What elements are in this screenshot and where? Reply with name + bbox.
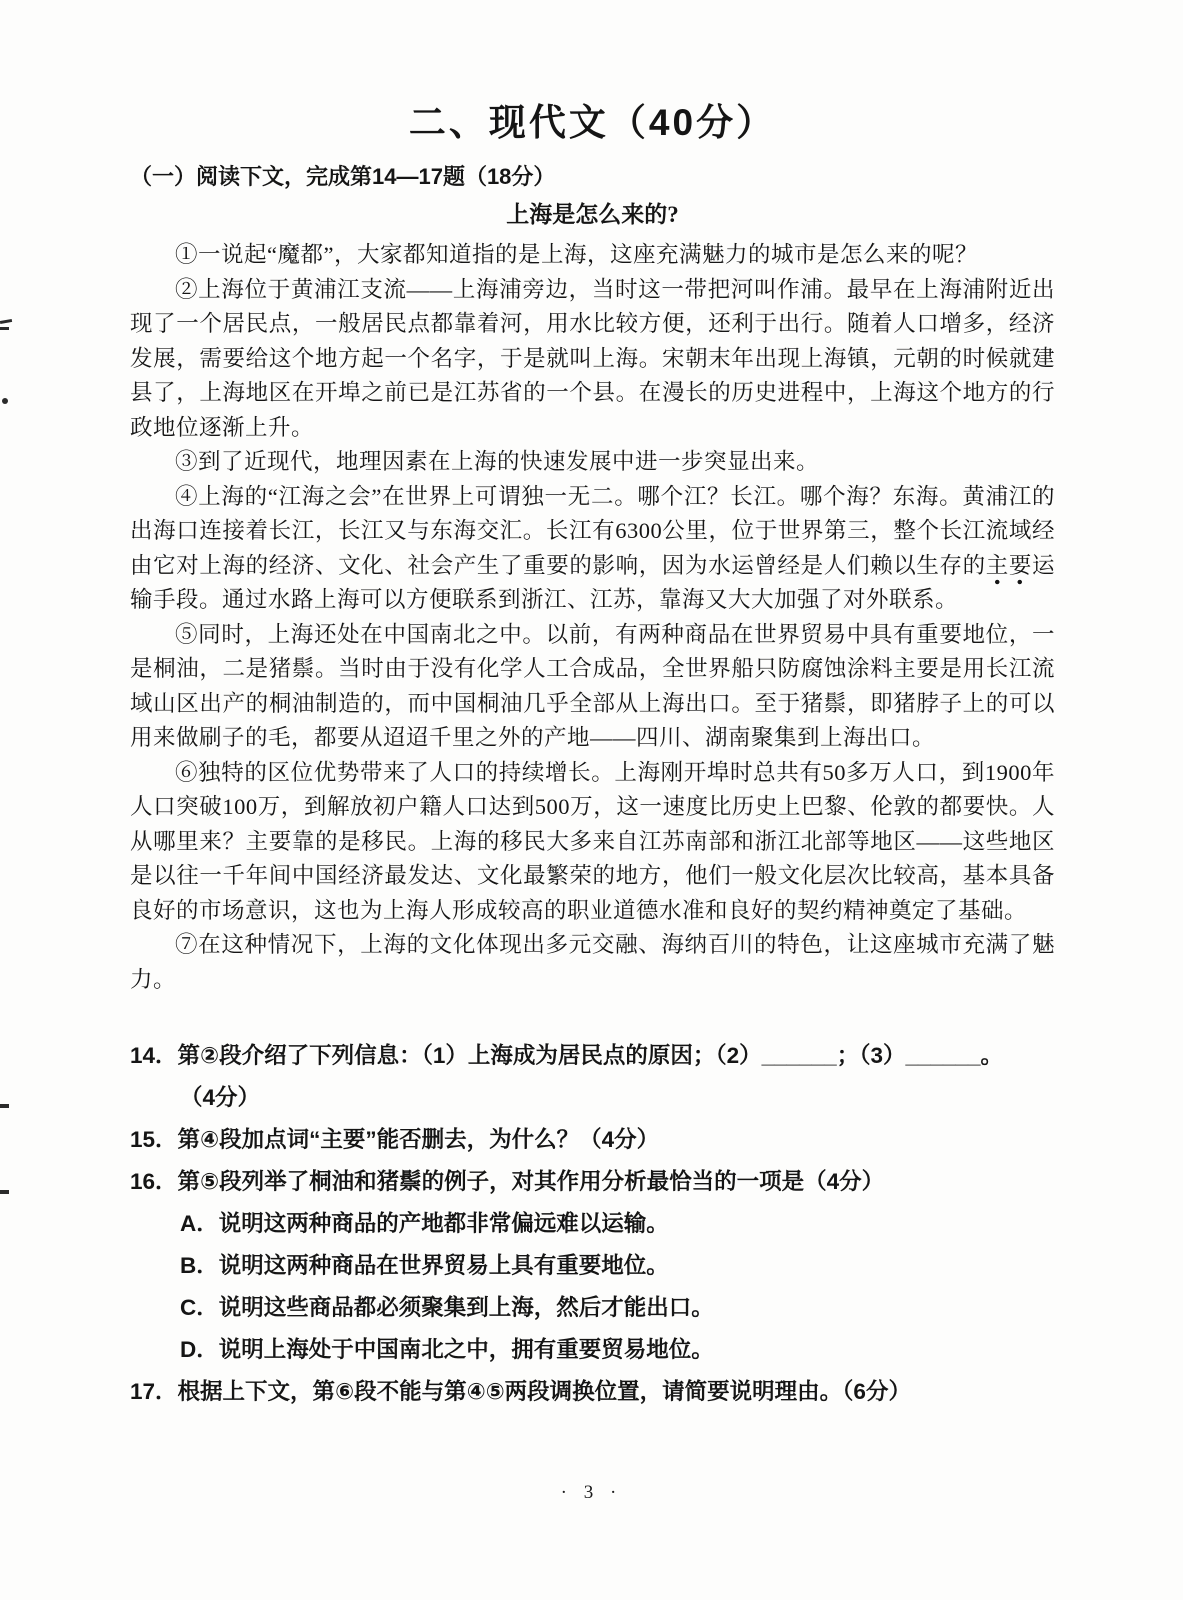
option-text: 说明这些商品都必须聚集到上海，然后才能出口。: [218, 1295, 714, 1320]
question-17: [130, 1371, 1055, 1413]
question-number: 15．: [130, 1127, 178, 1152]
article-title: 上海是怎么来的?: [506, 202, 679, 227]
article-paragraph-3: [130, 445, 1055, 480]
option-text: 说明这两种商品在世界贸易上具有重要地位。: [218, 1253, 669, 1278]
paragraph-text: ④上海的“江海之会”在世界上可谓独一无二。哪个江？长江。哪个海？东海。黄浦江的出海口连接着长江，长江又与东海交汇。长江有6300公里，位于世界第三，整个长江流域经由它对上海的经济、文化、社会产生了重要的影响，因为水运曾经是人们赖以生存的: [130, 483, 1055, 578]
section-title: 二、现代文（40分）: [408, 102, 777, 143]
question-text: 第⑤段列举了桐油和猪鬃的例子，对其作用分析最恰当的一项是（4分）: [177, 1169, 885, 1194]
question-text: 根据上下文，第⑥段不能与第④⑤两段调换位置，请简要说明理由。（6分）: [177, 1379, 911, 1404]
paragraph-text: ②上海位于黄浦江支流——上海浦旁边，当时这一带把河叫作浦。最早在上海浦附近出现了一个居民点，一般居民点都靠着河，用水比较方便，还利于出行。随着人口增多，经济发展，需要给这个地方起一个名字，于是就叫上海。宋朝末年出现上海镇，元朝的时候就建县了，上海地区在开埠之前已是江苏省的一个县。在漫长的历史进程中，上海这个地方的行政地位逐渐上升。: [130, 276, 1055, 440]
option-label: A．: [180, 1211, 219, 1236]
option-text: 说明这两种商品的产地都非常偏远难以运输。: [218, 1211, 669, 1236]
paragraph-text: 运输手段。通过水路上海可以方便联系到浙江、江苏，靠海又大大加强了对外联系。: [130, 552, 1055, 612]
option-label: C．: [180, 1295, 219, 1320]
paragraph-text: ⑤同时，上海还处在中国南北之中。以前，有两种商品在世界贸易中具有重要地位，一是桐油，二是猪鬃。当时由于没有化学人工合成品，全世界船只防腐蚀涂料主要是用长江流域山区出产的桐油制造的，而中国桐油几乎全部从上海出口。至于猪鬃，即猪脖子上的可以用来做刷子的毛，都要从迢迢千里之外的产地——四川、湖南聚集到上海出口。: [130, 621, 1055, 750]
article-paragraph-7: [130, 928, 1055, 997]
option-label: B．: [180, 1253, 219, 1278]
scan-artifact: [0, 327, 9, 330]
article-paragraph-2: [130, 273, 1055, 446]
page-number: · 3 ·: [560, 1482, 623, 1503]
part-heading: （一）阅读下文，完成第14—17题（18分）: [130, 164, 556, 189]
emphasized-word: 主要: [986, 553, 1032, 585]
question-14-score: （4分）: [180, 1085, 261, 1110]
scan-artifact: [0, 1104, 9, 1108]
question-16: [130, 1161, 1055, 1203]
scan-artifact: [2, 398, 8, 404]
paragraph-text: ⑥独特的区位优势带来了人口的持续增长。上海刚开埠时总共有50多万人口，到1900年人口突破100万，到解放初户籍人口达到500万，这一速度比历史上巴黎、伦敦的都要快。人从哪里来？主要靠的是移民。上海的移民大多来自江苏南部和浙江北部等地区——这些地区是以往一千年间中国经济最发达、文化最繁荣的地方，他们一般文化层次比较高，基本具备良好的市场意识，这也为上海人形成较高的职业道德水准和良好的契约精神奠定了基础。: [130, 759, 1055, 923]
reading-passage: [130, 238, 1055, 997]
question-16-option-a: [130, 1203, 1055, 1245]
article-paragraph-1: [130, 238, 1055, 273]
question-section: [130, 1035, 1055, 1413]
question-16-option-c: [130, 1287, 1055, 1329]
paragraph-text: ①一说起“魔都”，大家都知道指的是上海，这座充满魅力的城市是怎么来的呢？: [175, 242, 978, 267]
option-text: 说明上海处于中国南北之中，拥有重要贸易地位。: [218, 1337, 714, 1362]
article-paragraph-6: [130, 756, 1055, 929]
question-14: [130, 1035, 1055, 1077]
question-16-option-d: [130, 1329, 1055, 1371]
question-number: 17．: [130, 1379, 178, 1404]
question-text: 第④段加点词“主要”能否删去，为什么？（4分）: [177, 1127, 660, 1152]
question-text: 第②段介绍了下列信息：（1）上海成为居民点的原因；（2）______；（3）______。: [177, 1043, 1004, 1068]
question-number: 16．: [130, 1169, 178, 1194]
question-number: 14．: [130, 1043, 178, 1068]
question-16-option-b: [130, 1245, 1055, 1287]
article-paragraph-4: [130, 480, 1055, 618]
option-label: D．: [180, 1337, 219, 1362]
question-15: [130, 1119, 1055, 1161]
scan-artifact: [0, 1190, 9, 1194]
paragraph-text: ⑦在这种情况下，上海的文化体现出多元交融、海纳百川的特色，让这座城市充满了魅力。: [130, 932, 1055, 992]
article-paragraph-5: [130, 618, 1055, 756]
paragraph-text: ③到了近现代，地理因素在上海的快速发展中进一步突显出来。: [175, 449, 820, 474]
